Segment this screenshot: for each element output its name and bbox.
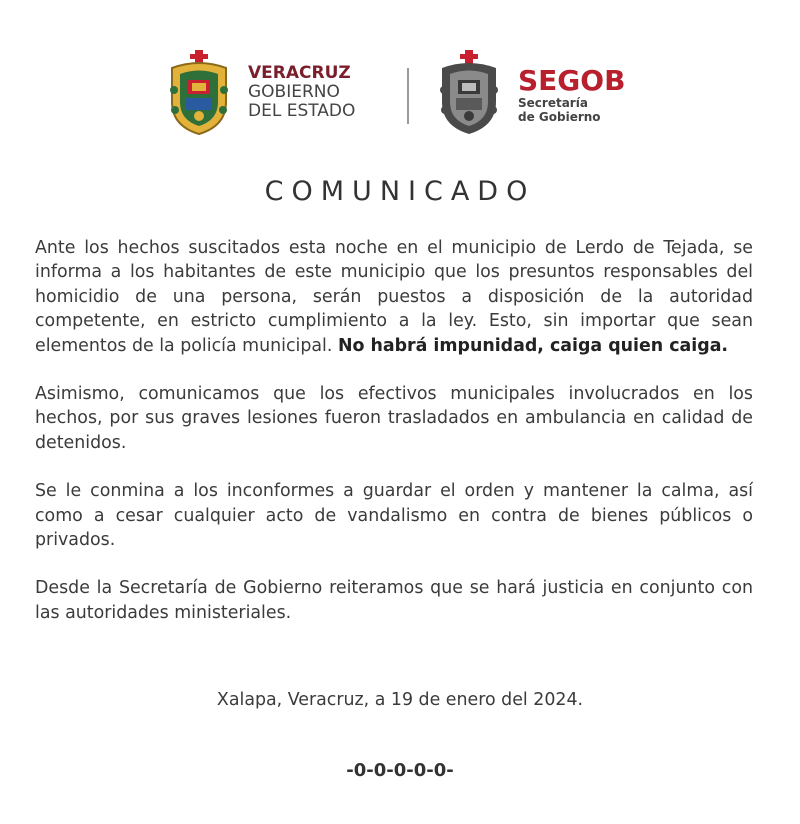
paragraph-1-bold: No habrá impunidad, caiga quien caiga. bbox=[337, 335, 729, 356]
paragraph-1-text: Ante los hechos suscitados esta noche en el municipio de Lerdo de Tejada, se informa a los habitantes de este municipio que los presuntos responsables del homicidio de una persona, serán puestos a disposición de la autoridad competente, en estricto cumplimiento a la ley. Esto, sin importar que sean elementos de la policía municipal. bbox=[35, 238, 753, 356]
segob-wordmark bbox=[518, 66, 625, 124]
segob-emblem-logo bbox=[436, 50, 502, 136]
del-estado-label: DEL ESTADO bbox=[248, 101, 356, 121]
logo-divider bbox=[407, 68, 409, 124]
gobierno-label: GOBIERNO bbox=[248, 82, 340, 102]
document-body bbox=[35, 236, 753, 649]
segob-name: SEGOB bbox=[518, 64, 626, 97]
paragraph-4: Desde la Secretaría de Gobierno reiteramos que se hará justicia en conjunto con las autoridades ministeriales. bbox=[35, 578, 753, 623]
paragraph-1 bbox=[35, 236, 753, 358]
secretaria-label: Secretaría bbox=[518, 96, 588, 110]
dateline: Xalapa, Veracruz, a 19 de enero del 2024. bbox=[216, 690, 584, 710]
end-mark: -0-0-0-0-0- bbox=[346, 760, 454, 781]
de-gobierno-label: de Gobierno bbox=[518, 110, 601, 124]
document-title: COMUNICADO bbox=[264, 176, 536, 207]
veracruz-name: VERACRUZ bbox=[248, 63, 351, 83]
veracruz-shield-logo bbox=[166, 50, 232, 136]
paragraph-3: Se le conmina a los inconformes a guardar el orden y mantener la calma, así como a cesar cualquier acto de vandalismo en contra de bienes públicos o privados. bbox=[35, 481, 753, 551]
letterhead bbox=[160, 48, 640, 140]
veracruz-wordmark bbox=[248, 64, 355, 121]
paragraph-2: Asimismo, comunicamos que los efectivos municipales involucrados en los hechos, por sus graves lesiones fueron trasladados en ambulancia en calidad de detenidos. bbox=[35, 384, 753, 453]
